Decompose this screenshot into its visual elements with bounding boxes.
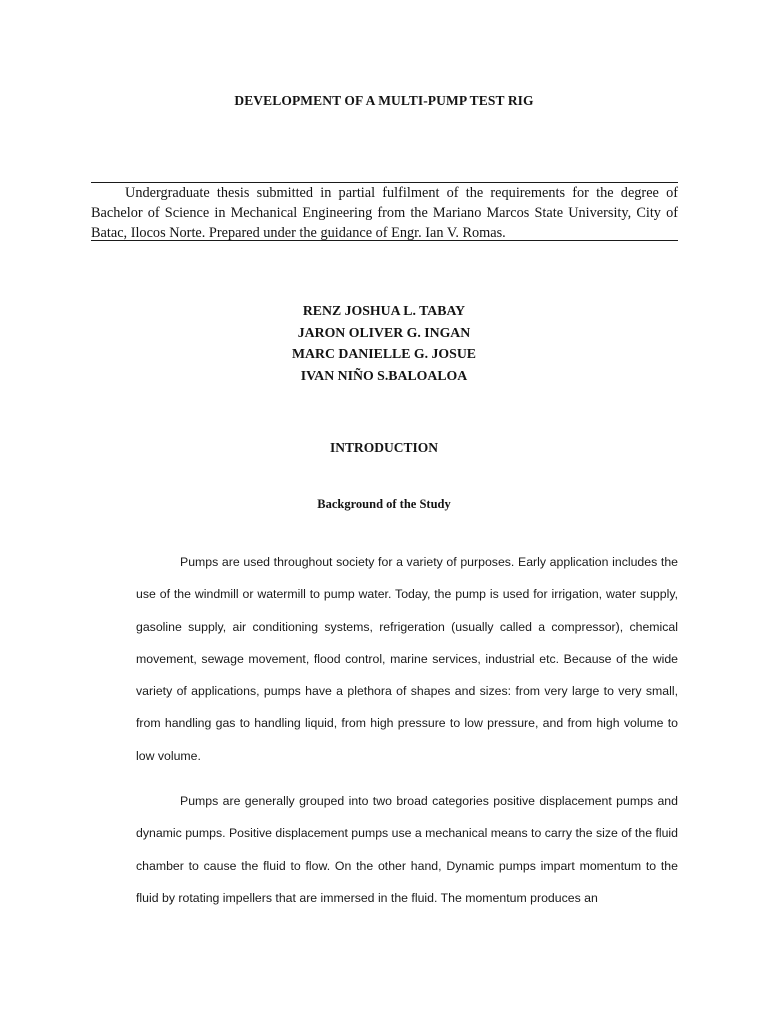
author-name: RENZ JOSHUA L. TABAY: [302, 303, 466, 318]
thesis-statement: Undergraduate thesis submitted in partial fulfilment of the requirements for the degree of Bachelor of Science in Mechanical Engineering from the Mariano Marcos State University, City of Batac, Ilocos Norte. Prepared under the guidance of Engr. Ian V. Romas.: [91, 185, 678, 241]
author-name: MARC DANIELLE G. JOSUE: [292, 346, 476, 361]
abstract-bottom-rule: [91, 240, 678, 241]
document-title: DEVELOPMENT OF A MULTI-PUMP TEST RIG: [234, 93, 534, 108]
subsection-heading: Background of the Study: [317, 497, 451, 511]
author-name: JARON OLIVER G. INGAN: [297, 324, 471, 340]
author-list: [0, 300, 768, 386]
body-paragraph: Pumps are generally grouped into two broad categories positive displacement pumps and dynamic pumps. Positive displacement pumps use a mechanical means to carry the size of the fluid chamber to cause the fluid to flow. On the other hand, Dynamic pumps impart momentum to the fluid by rotating impellers that are immersed in the fluid. The momentum produces an: [136, 794, 679, 905]
section-heading: INTRODUCTION: [329, 440, 438, 455]
author-name: IVAN NIÑO S.BALOALOA: [300, 367, 468, 383]
body-paragraph: Pumps are used throughout society for a variety of purposes. Early application includes the use of the windmill or watermill to pump water. Today, the pump is used for irrigation, water supply, gasoline supply, air conditioning systems, refrigeration (usually called a compressor), chemical movement, sewage movement, flood control, marine services, industrial etc. Because of the wide variety of applications, pumps have a plethora of shapes and sizes: from very large to very small, from handling gas to handling liquid, from high pressure to low pressure, and from high volume to low volume.: [136, 555, 678, 763]
